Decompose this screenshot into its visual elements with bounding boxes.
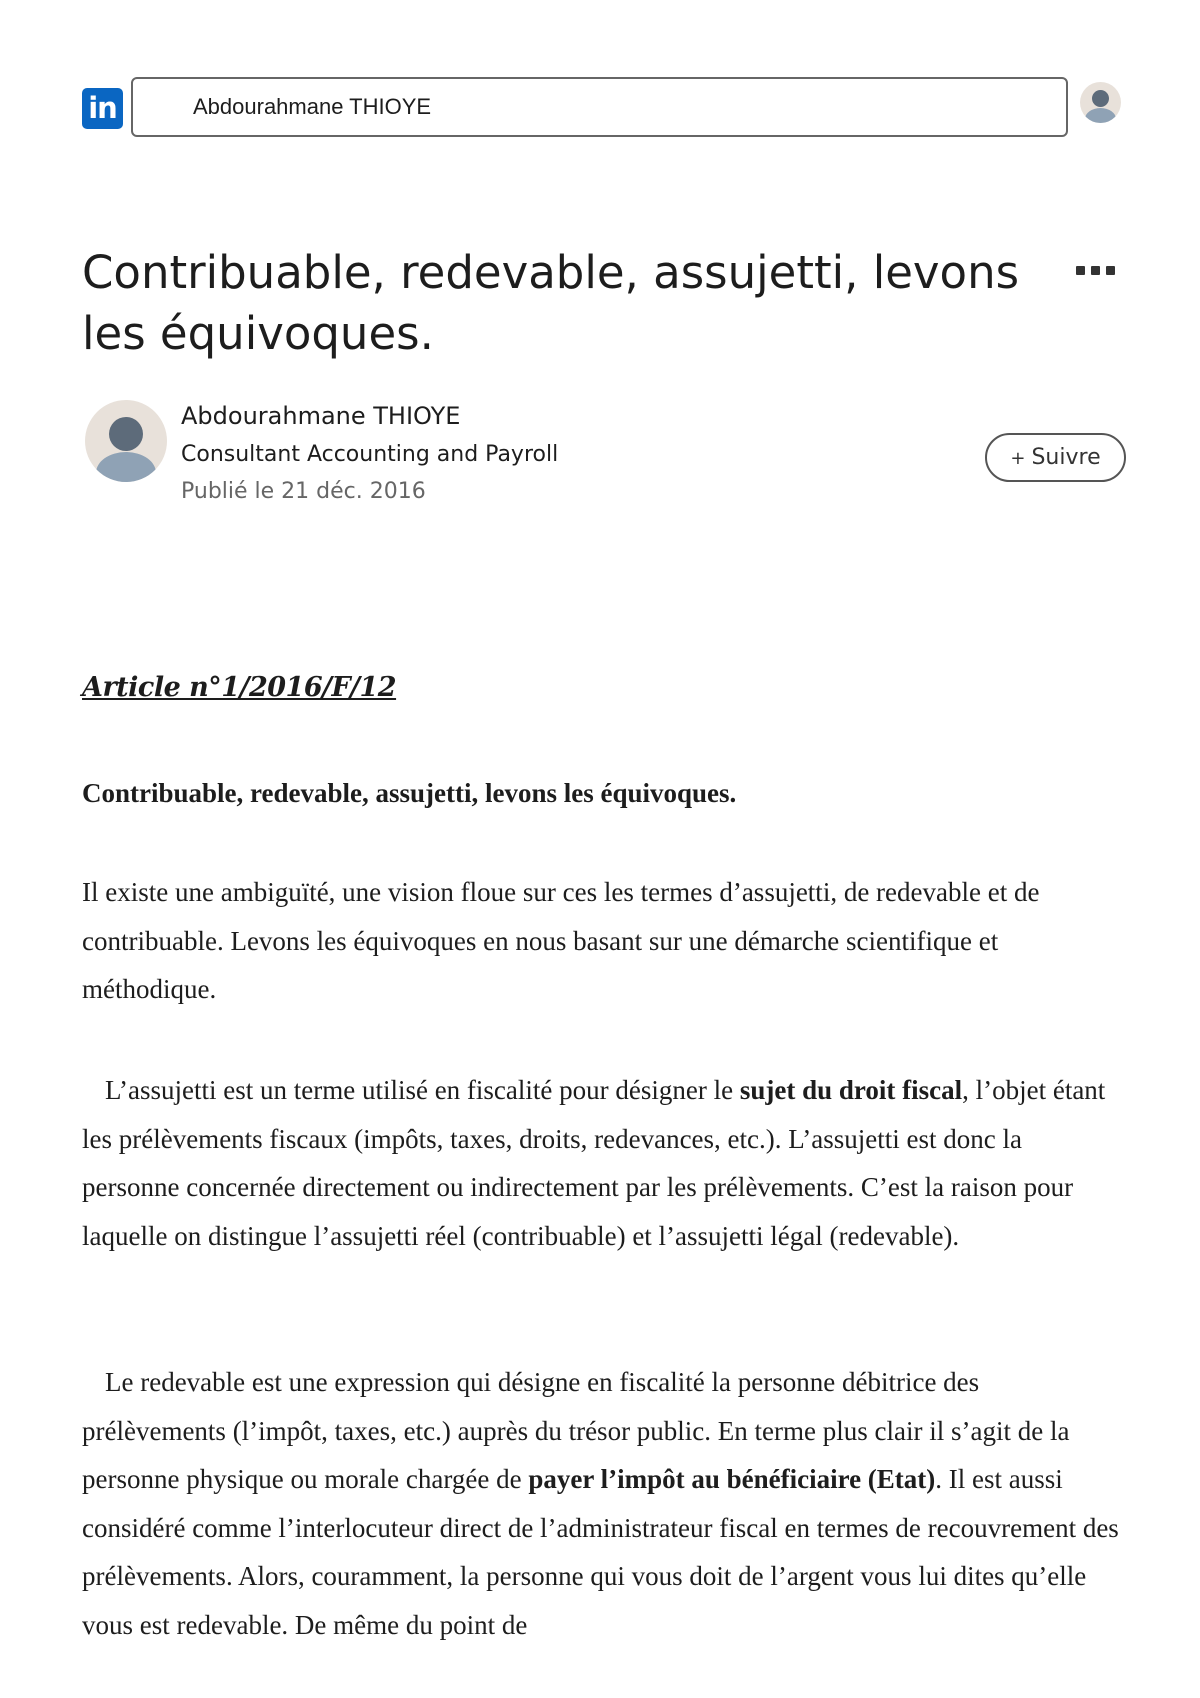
paragraph	[82, 1358, 1122, 1649]
paragraph	[82, 1066, 1122, 1260]
more-dot	[1076, 266, 1085, 275]
more-dot	[1091, 266, 1100, 275]
profile-avatar[interactable]	[1080, 82, 1121, 123]
follow-button[interactable]	[985, 433, 1126, 482]
avatar-head	[1092, 90, 1109, 107]
search-input-value: Abdourahmane THIOYE	[193, 94, 432, 119]
paragraph-text: , l’objet étant les prélèvements fiscaux (impôts, taxes, droits, redevances, etc.). L’assujetti est donc la personne concernée directement ou indirectement par les prélèvements. C’est la raison pour laquelle on distingue l’assujetti réel (contribuable) et l’assujetti légal (redevable).	[82, 1075, 1106, 1251]
article-reference: Article n°1/2016/F/12	[82, 672, 397, 703]
paragraph-text: L’assujetti est un terme utilisé en fiscalité pour désigner le	[105, 1075, 740, 1105]
paragraph-bold-text: sujet du droit fiscal	[739, 1075, 963, 1105]
publish-date: Publié le 21 déc. 2016	[181, 479, 426, 504]
avatar-body	[1085, 108, 1116, 123]
paragraph: Il existe une ambiguïté, une vision floue sur ces les termes d’assujetti, de redevable et de contribuable. Levons les équivoques en nous basant sur une démarche scientifique et méthodique.	[82, 877, 1040, 1004]
author-avatar[interactable]	[85, 400, 167, 482]
linkedin-logo-icon[interactable]: in	[82, 88, 123, 129]
paragraph-bold-text: payer l’impôt au bénéficiaire (Etat)	[528, 1464, 936, 1494]
article-heading: Contribuable, redevable, assujetti, levons les équivoques.	[82, 778, 737, 808]
follow-label: Suivre	[1031, 445, 1101, 470]
plus-icon: +	[1010, 448, 1026, 469]
search-input[interactable]	[131, 77, 1068, 137]
avatar-head	[109, 417, 143, 451]
paragraph-text: . Il est aussi considéré comme l’interlocuteur direct de l’administrateur fiscal en termes de recouvrement des prélèvements. Alors, couramment, la personne qui vous doit de l’argent vous lui dites qu’elle vous est redevable. De même du point de	[82, 1464, 1119, 1640]
more-dot	[1106, 266, 1115, 275]
article-title: Contribuable, redevable, assujetti, levons les équivoques.	[82, 246, 1020, 360]
avatar-body	[96, 452, 156, 482]
top-bar	[0, 0, 1200, 150]
author-name[interactable]: Abdourahmane THIOYE	[181, 402, 461, 430]
paragraph-text: Le redevable est une expression qui désigne en fiscalité la personne débitrice des prélèvements (l’impôt, taxes, etc.) auprès du trésor public. En terme plus clair il s’agit de la personne physique ou morale chargée de	[82, 1367, 1070, 1494]
more-icon[interactable]	[1076, 258, 1118, 282]
author-headline: Consultant Accounting and Payroll	[181, 442, 559, 467]
